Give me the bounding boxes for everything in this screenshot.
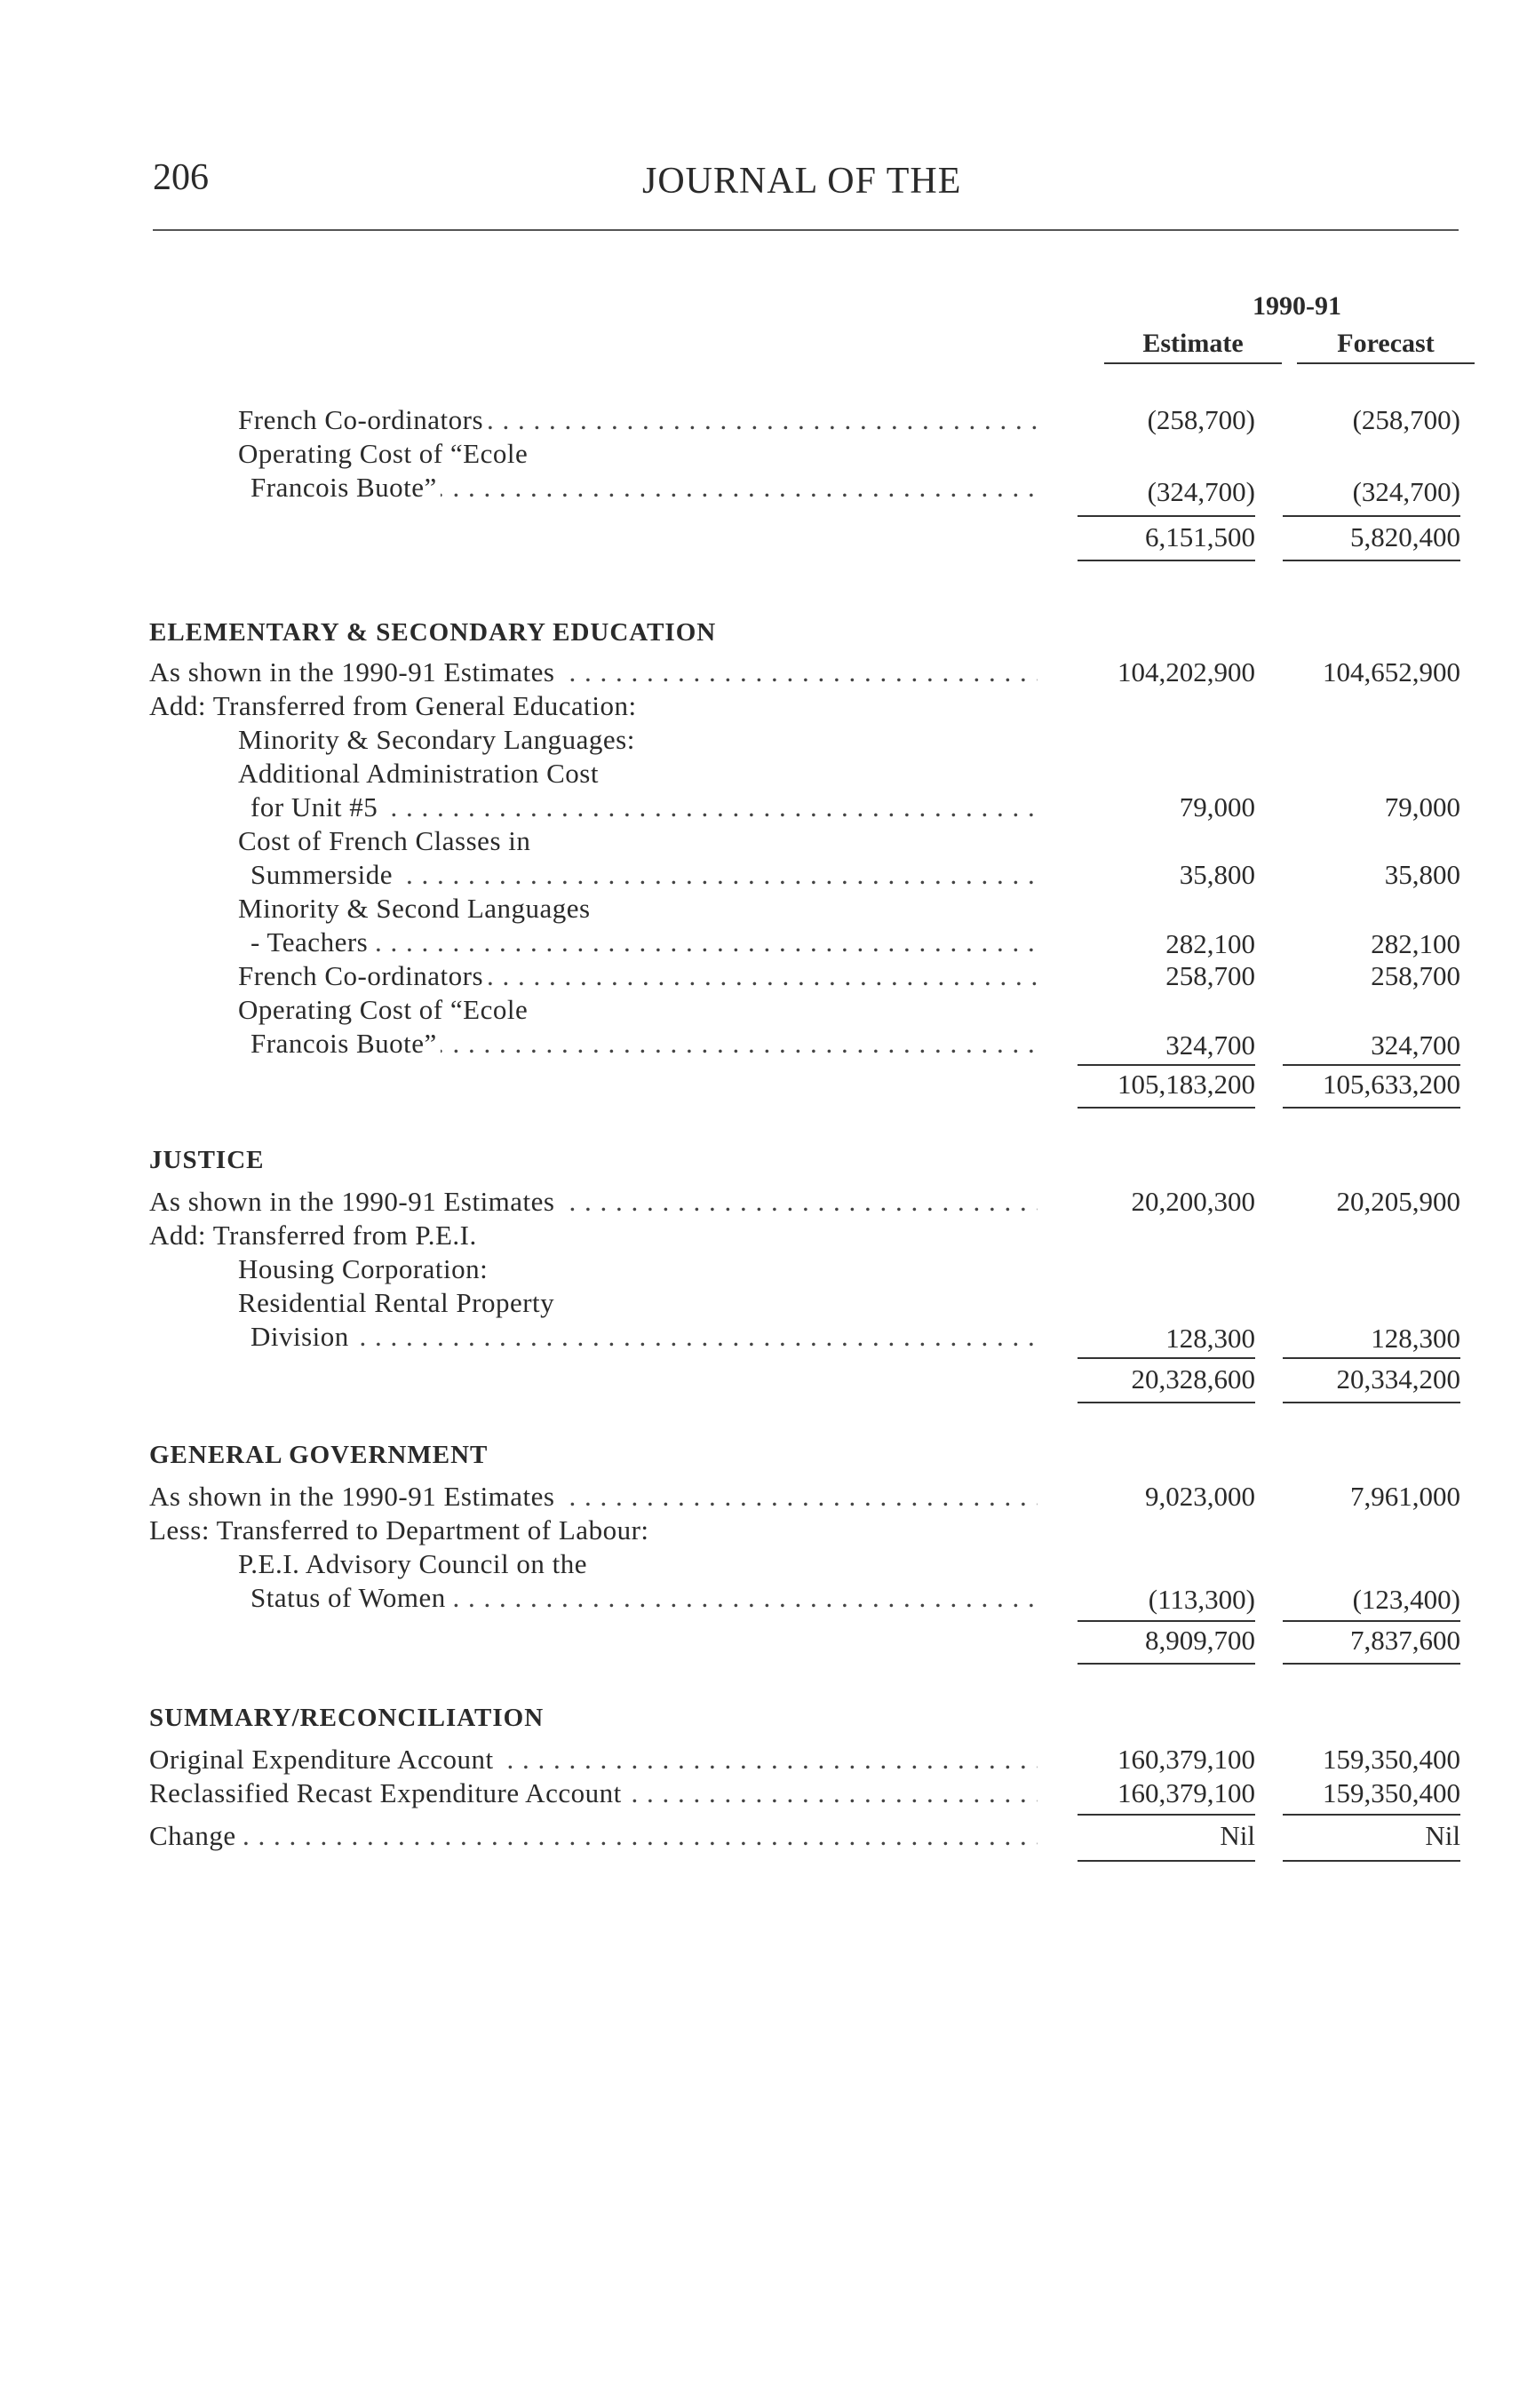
row-label: Add: Transferred from General Education: (149, 690, 637, 721)
row-label: Francois Buote” . . . (251, 1029, 1038, 1059)
total-rule (1078, 1402, 1255, 1403)
estimate-value: (113,300) (1148, 1584, 1255, 1615)
row-label: Summerside . . . (251, 860, 1038, 890)
row-label: Additional Administration Cost (238, 758, 599, 789)
section-heading: GENERAL GOVERNMENT (149, 1441, 489, 1469)
total-rule (1078, 1860, 1255, 1862)
subtotal-rule (1078, 1357, 1255, 1359)
forecast-value: Nil (1425, 1820, 1460, 1851)
forecast-value: 104,652,900 (1323, 656, 1460, 687)
estimate-value: 160,379,100 (1117, 1777, 1255, 1808)
total-rule (1283, 1107, 1460, 1109)
section-heading: JUSTICE (149, 1146, 265, 1174)
estimate-value: 128,300 (1165, 1323, 1255, 1354)
column-year-heading: 1990-91 (1253, 291, 1341, 321)
row-label: Add: Transferred from P.E.I. (149, 1220, 477, 1251)
row-label: Less: Transferred to Department of Labour: (149, 1514, 649, 1546)
total-value: 105,633,200 (1323, 1069, 1460, 1100)
forecast-value: 258,700 (1371, 960, 1460, 991)
estimate-heading-rule (1104, 362, 1282, 364)
row-label: Minority & Second Languages (238, 893, 591, 924)
total-value: 20,334,200 (1336, 1363, 1460, 1395)
row-label: Francois Buote” . . . (251, 473, 1038, 503)
row-label: Operating Cost of “Ecole (238, 994, 529, 1025)
subtotal-rule (1078, 1064, 1255, 1066)
forecast-value: 282,100 (1371, 928, 1460, 959)
row-label: Operating Cost of “Ecole (238, 438, 529, 469)
row-label: Division . . . (251, 1322, 1038, 1352)
forecast-value: 20,205,900 (1336, 1186, 1460, 1217)
total-rule (1283, 560, 1460, 561)
total-value: 6,151,500 (1145, 521, 1255, 552)
row-label: Status of Women . . . (251, 1583, 1038, 1613)
forecast-value: 79,000 (1384, 791, 1460, 823)
total-value: 105,183,200 (1117, 1069, 1255, 1100)
page-number: 206 (153, 157, 209, 198)
subtotal-rule (1283, 1064, 1460, 1066)
total-value: 5,820,400 (1350, 521, 1460, 552)
row-label: As shown in the 1990-91 Estimates . . . (149, 657, 1038, 687)
subtotal-rule (1078, 1620, 1255, 1622)
estimate-value: 20,200,300 (1131, 1186, 1255, 1217)
subtotal-rule (1283, 1620, 1460, 1622)
forecast-value: 159,350,400 (1323, 1777, 1460, 1808)
row-label: Residential Rental Property (238, 1287, 555, 1318)
row-label: Change . . . (149, 1821, 1038, 1851)
total-rule (1078, 1663, 1255, 1665)
subtotal-rule (1078, 1814, 1255, 1816)
estimate-value: (258,700) (1147, 404, 1255, 435)
row-label: Minority & Secondary Languages: (238, 724, 635, 755)
total-value: 8,909,700 (1145, 1625, 1255, 1656)
row-label: Cost of French Classes in (238, 825, 531, 856)
forecast-value: 7,961,000 (1350, 1481, 1460, 1512)
section-heading: ELEMENTARY & SECONDARY EDUCATION (149, 618, 717, 647)
total-value: 20,328,600 (1131, 1363, 1255, 1395)
estimate-value: 9,023,000 (1145, 1481, 1255, 1512)
total-rule (1078, 560, 1255, 561)
estimate-value: 104,202,900 (1117, 656, 1255, 687)
subtotal-rule (1283, 515, 1460, 517)
total-rule (1078, 1107, 1255, 1109)
estimate-value: (324,700) (1147, 476, 1255, 507)
subtotal-rule (1078, 515, 1255, 517)
total-rule (1283, 1860, 1460, 1862)
estimate-value: 258,700 (1165, 960, 1255, 991)
estimate-value: 282,100 (1165, 928, 1255, 959)
estimate-value: 160,379,100 (1117, 1744, 1255, 1775)
row-label: for Unit #5 . . . (251, 792, 1038, 823)
row-label: As shown in the 1990-91 Estimates . . . (149, 1482, 1038, 1512)
subtotal-rule (1283, 1357, 1460, 1359)
total-rule (1283, 1663, 1460, 1665)
row-label: As shown in the 1990-91 Estimates . . . (149, 1187, 1038, 1217)
header-rule (153, 229, 1459, 231)
row-label: Housing Corporation: (238, 1253, 489, 1284)
forecast-value: (324,700) (1352, 476, 1460, 507)
running-head: JOURNAL OF THE (642, 161, 962, 202)
forecast-value: (123,400) (1352, 1584, 1460, 1615)
row-label: French Co-ordinators . . . (238, 961, 1038, 991)
forecast-value: 35,800 (1384, 859, 1460, 890)
estimate-value: 79,000 (1179, 791, 1255, 823)
forecast-value: 128,300 (1371, 1323, 1460, 1354)
estimate-value: 324,700 (1165, 1029, 1255, 1061)
row-label: French Co-ordinators . . . (238, 405, 1038, 435)
row-label: Original Expenditure Account . . . (149, 1744, 1038, 1775)
subtotal-rule (1283, 1814, 1460, 1816)
total-value: 7,837,600 (1350, 1625, 1460, 1656)
section-heading: SUMMARY/RECONCILIATION (149, 1704, 545, 1732)
estimate-column-heading: Estimate (1142, 329, 1244, 358)
forecast-value: (258,700) (1352, 404, 1460, 435)
forecast-value: 159,350,400 (1323, 1744, 1460, 1775)
row-label: Reclassified Recast Expenditure Account . . . (149, 1778, 1038, 1808)
forecast-heading-rule (1297, 362, 1475, 364)
total-rule (1283, 1402, 1460, 1403)
row-label: P.E.I. Advisory Council on the (238, 1548, 588, 1579)
forecast-value: 324,700 (1371, 1029, 1460, 1061)
row-label: - Teachers . . . (251, 927, 1038, 958)
forecast-column-heading: Forecast (1337, 329, 1435, 358)
estimate-value: 35,800 (1179, 859, 1255, 890)
estimate-value: Nil (1220, 1820, 1255, 1851)
